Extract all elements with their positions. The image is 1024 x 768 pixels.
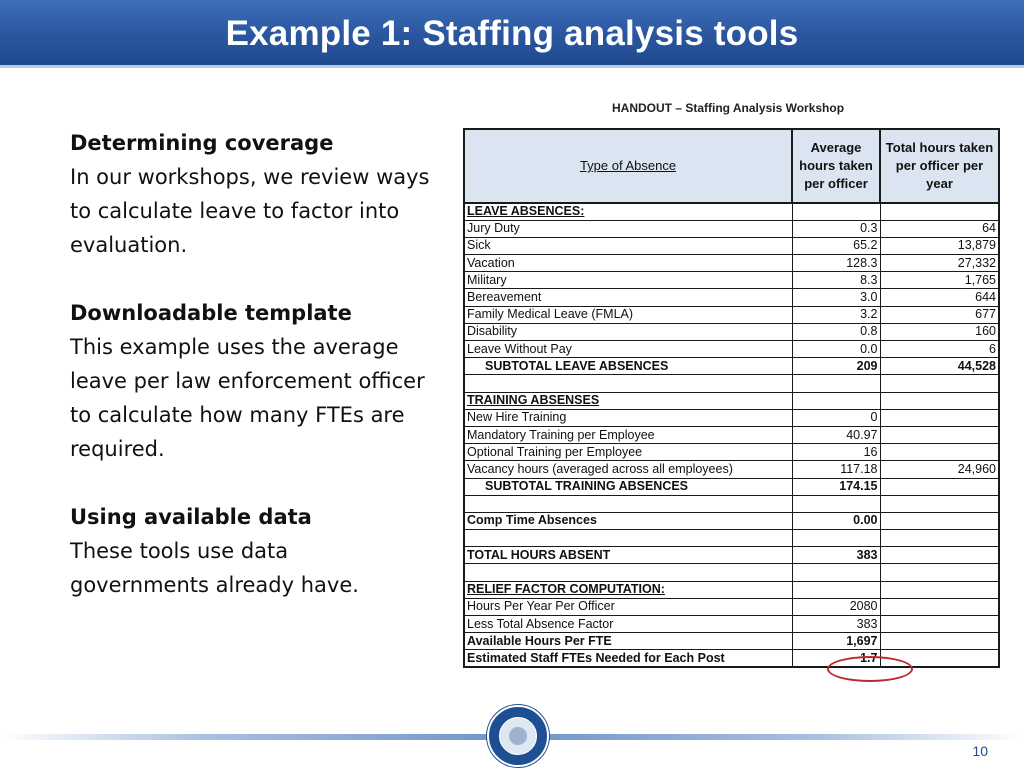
table-row	[464, 272, 999, 289]
table-row	[464, 512, 999, 529]
table-row	[464, 530, 999, 547]
page-number: 10	[972, 743, 988, 759]
text-block-template	[70, 296, 430, 466]
left-column	[70, 126, 430, 636]
row-label: Bereavement	[464, 289, 792, 306]
staffing-table	[463, 128, 1000, 668]
table-row	[464, 495, 999, 512]
row-label: Family Medical Leave (FMLA)	[464, 306, 792, 323]
auditor-seal-icon	[487, 705, 549, 767]
row-label: Available Hours Per FTE	[464, 633, 792, 650]
row-label: Vacation	[464, 255, 792, 272]
row-label: RELIEF FACTOR COMPUTATION:	[464, 581, 792, 598]
block-body: This example uses the average leave per law enforcement officer to calculate how many FTEs are required.	[70, 335, 425, 461]
row-average: 383	[792, 547, 880, 564]
table-row	[464, 633, 999, 650]
row-average: 65.2	[792, 237, 880, 254]
row-label: Estimated Staff FTEs Needed for Each Post	[464, 650, 792, 667]
block-heading: Determining coverage	[70, 131, 334, 155]
row-label: Military	[464, 272, 792, 289]
row-label: Vacancy hours (averaged across all employees)	[464, 461, 792, 478]
table-row	[464, 581, 999, 598]
table-row	[464, 203, 999, 220]
row-total	[880, 564, 999, 581]
table-row	[464, 289, 999, 306]
row-average: 40.97	[792, 426, 880, 443]
row-average	[792, 564, 880, 581]
table-row	[464, 564, 999, 581]
row-average: 0.3	[792, 220, 880, 237]
row-label	[464, 375, 792, 392]
row-label: TRAINING ABSENSES	[464, 392, 792, 409]
row-average: 174.15	[792, 478, 880, 495]
table-row	[464, 444, 999, 461]
row-total: 27,332	[880, 255, 999, 272]
header-type: Type of Absence	[464, 129, 792, 203]
row-label: Optional Training per Employee	[464, 444, 792, 461]
row-total	[880, 581, 999, 598]
row-average: 209	[792, 358, 880, 375]
row-label	[464, 495, 792, 512]
row-label: Leave Without Pay	[464, 341, 792, 358]
row-label: Hours Per Year Per Officer	[464, 598, 792, 615]
row-total: 44,528	[880, 358, 999, 375]
row-average: 1.7	[792, 650, 880, 667]
row-total	[880, 512, 999, 529]
row-total	[880, 375, 999, 392]
row-average	[792, 495, 880, 512]
seal-inner	[499, 717, 537, 755]
highlight-circle	[827, 656, 913, 682]
row-label: Mandatory Training per Employee	[464, 426, 792, 443]
row-total	[880, 478, 999, 495]
row-average	[792, 375, 880, 392]
row-average	[792, 581, 880, 598]
row-label: Jury Duty	[464, 220, 792, 237]
table-row	[464, 461, 999, 478]
row-average	[792, 530, 880, 547]
row-label: New Hire Training	[464, 409, 792, 426]
table-row	[464, 323, 999, 340]
block-heading: Downloadable template	[70, 301, 352, 325]
table-row	[464, 237, 999, 254]
table-row	[464, 478, 999, 495]
row-average: 0.00	[792, 512, 880, 529]
row-average: 3.0	[792, 289, 880, 306]
row-label: Disability	[464, 323, 792, 340]
row-label: TOTAL HOURS ABSENT	[464, 547, 792, 564]
row-average: 383	[792, 616, 880, 633]
table-row	[464, 616, 999, 633]
table-row	[464, 375, 999, 392]
table-row	[464, 255, 999, 272]
table-body	[464, 203, 999, 667]
row-average: 1,697	[792, 633, 880, 650]
table-row	[464, 392, 999, 409]
table-row	[464, 598, 999, 615]
table-header-row	[464, 129, 999, 203]
row-average: 16	[792, 444, 880, 461]
seal-core	[509, 727, 527, 745]
text-block-data	[70, 500, 430, 602]
row-total	[880, 444, 999, 461]
table-row	[464, 409, 999, 426]
title-bar	[0, 0, 1024, 68]
row-total	[880, 530, 999, 547]
row-total	[880, 409, 999, 426]
row-label: SUBTOTAL LEAVE ABSENCES	[464, 358, 792, 375]
header-average: Average hours taken per officer	[792, 129, 880, 203]
table-row	[464, 426, 999, 443]
row-label: LEAVE ABSENCES:	[464, 203, 792, 220]
row-total	[880, 598, 999, 615]
row-label: Sick	[464, 237, 792, 254]
row-average: 3.2	[792, 306, 880, 323]
row-total: 644	[880, 289, 999, 306]
row-total	[880, 495, 999, 512]
table-row	[464, 650, 999, 667]
row-average: 0	[792, 409, 880, 426]
header-total: Total hours taken per officer per year	[880, 129, 999, 203]
row-label	[464, 530, 792, 547]
block-heading: Using available data	[70, 505, 312, 529]
row-label: Comp Time Absences	[464, 512, 792, 529]
row-label: Less Total Absence Factor	[464, 616, 792, 633]
table-row	[464, 306, 999, 323]
row-label: SUBTOTAL TRAINING ABSENCES	[464, 478, 792, 495]
row-total	[880, 392, 999, 409]
row-average: 117.18	[792, 461, 880, 478]
table-row	[464, 341, 999, 358]
row-average: 0.8	[792, 323, 880, 340]
row-average: 0.0	[792, 341, 880, 358]
row-total	[880, 616, 999, 633]
text-block-coverage	[70, 126, 430, 262]
row-total: 1,765	[880, 272, 999, 289]
row-total: 6	[880, 341, 999, 358]
row-total: 64	[880, 220, 999, 237]
row-total	[880, 426, 999, 443]
row-average: 2080	[792, 598, 880, 615]
handout-caption: HANDOUT – Staffing Analysis Workshop	[612, 101, 845, 115]
table-row	[464, 358, 999, 375]
row-average	[792, 392, 880, 409]
block-body: In our workshops, we review ways to calculate leave to factor into evaluation.	[70, 165, 430, 257]
row-total	[880, 633, 999, 650]
block-body: These tools use data governments already have.	[70, 539, 359, 597]
row-total: 677	[880, 306, 999, 323]
row-total: 24,960	[880, 461, 999, 478]
row-label	[464, 564, 792, 581]
row-total	[880, 203, 999, 220]
row-total	[880, 547, 999, 564]
row-total: 13,879	[880, 237, 999, 254]
row-total: 160	[880, 323, 999, 340]
row-average: 128.3	[792, 255, 880, 272]
row-average: 8.3	[792, 272, 880, 289]
table-row	[464, 547, 999, 564]
row-average	[792, 203, 880, 220]
table-row	[464, 220, 999, 237]
slide-title: Example 1: Staffing analysis tools	[225, 14, 799, 53]
